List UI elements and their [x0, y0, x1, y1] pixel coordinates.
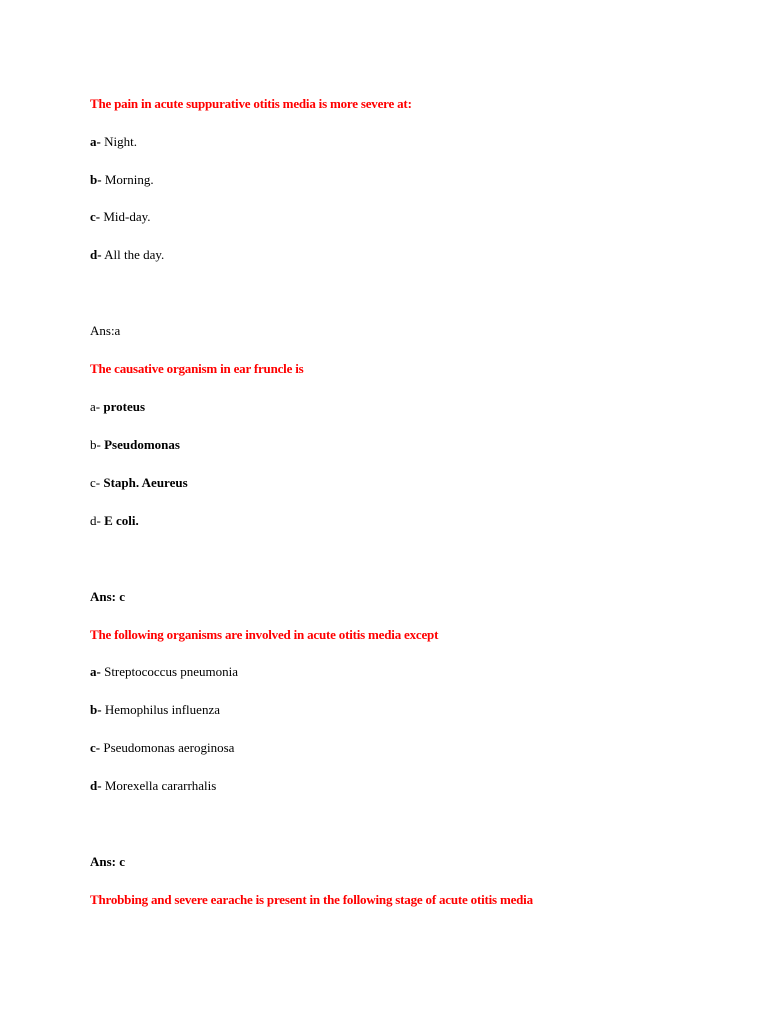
q1-option-b: [90, 172, 154, 188]
option-letter: d-: [90, 247, 102, 262]
q1-option-d: [90, 247, 164, 263]
option-text: All the day.: [101, 247, 165, 262]
option-letter: b-: [90, 437, 105, 452]
option-letter: c-: [90, 209, 101, 224]
option-text: Night.: [100, 134, 137, 149]
option-text: Morning.: [101, 172, 154, 187]
option-letter: d-: [90, 778, 102, 793]
question-3: The following organisms are involved in acute otitis media except: [90, 627, 439, 642]
option-text: E coli.: [104, 513, 139, 528]
option-letter: a-: [90, 399, 104, 414]
option-text: Staph. Aeureus: [103, 475, 188, 490]
question-1: The pain in acute suppurative otitis media is more severe at:: [90, 96, 412, 111]
q2-option-b: [90, 437, 180, 453]
option-letter: b-: [90, 172, 102, 187]
option-letter: a-: [90, 134, 101, 149]
option-text: Pseudomonas: [104, 437, 180, 452]
option-text: Pseudomonas aeroginosa: [100, 740, 235, 755]
q2-option-d: [90, 513, 139, 529]
q3-answer: Ans: c: [90, 854, 126, 869]
q3-option-d: [90, 778, 216, 794]
option-letter: c-: [90, 475, 104, 490]
q1-option-a: [90, 134, 137, 150]
option-text: Morexella cararrhalis: [101, 778, 217, 793]
option-text: Streptococcus pneumonia: [100, 664, 239, 679]
option-text: Hemophilus influenza: [101, 702, 220, 717]
q2-answer: Ans: c: [90, 589, 126, 604]
q3-option-c: [90, 740, 234, 756]
option-letter: a-: [90, 664, 101, 679]
question-4: Throbbing and severe earache is present in the following stage of acute otitis media: [90, 892, 533, 907]
option-letter: b-: [90, 702, 102, 717]
q2-option-c: [90, 475, 188, 491]
q3-option-b: [90, 702, 220, 718]
option-text: Mid-day.: [100, 209, 151, 224]
option-text: proteus: [103, 399, 146, 414]
q1-answer: Ans:a: [90, 323, 121, 338]
q1-option-c: [90, 209, 151, 225]
q3-option-a: [90, 664, 238, 680]
question-2: The causative organism in ear fruncle is: [90, 361, 304, 376]
q2-option-a: [90, 399, 145, 415]
option-letter: d-: [90, 513, 105, 528]
option-letter: c-: [90, 740, 101, 755]
